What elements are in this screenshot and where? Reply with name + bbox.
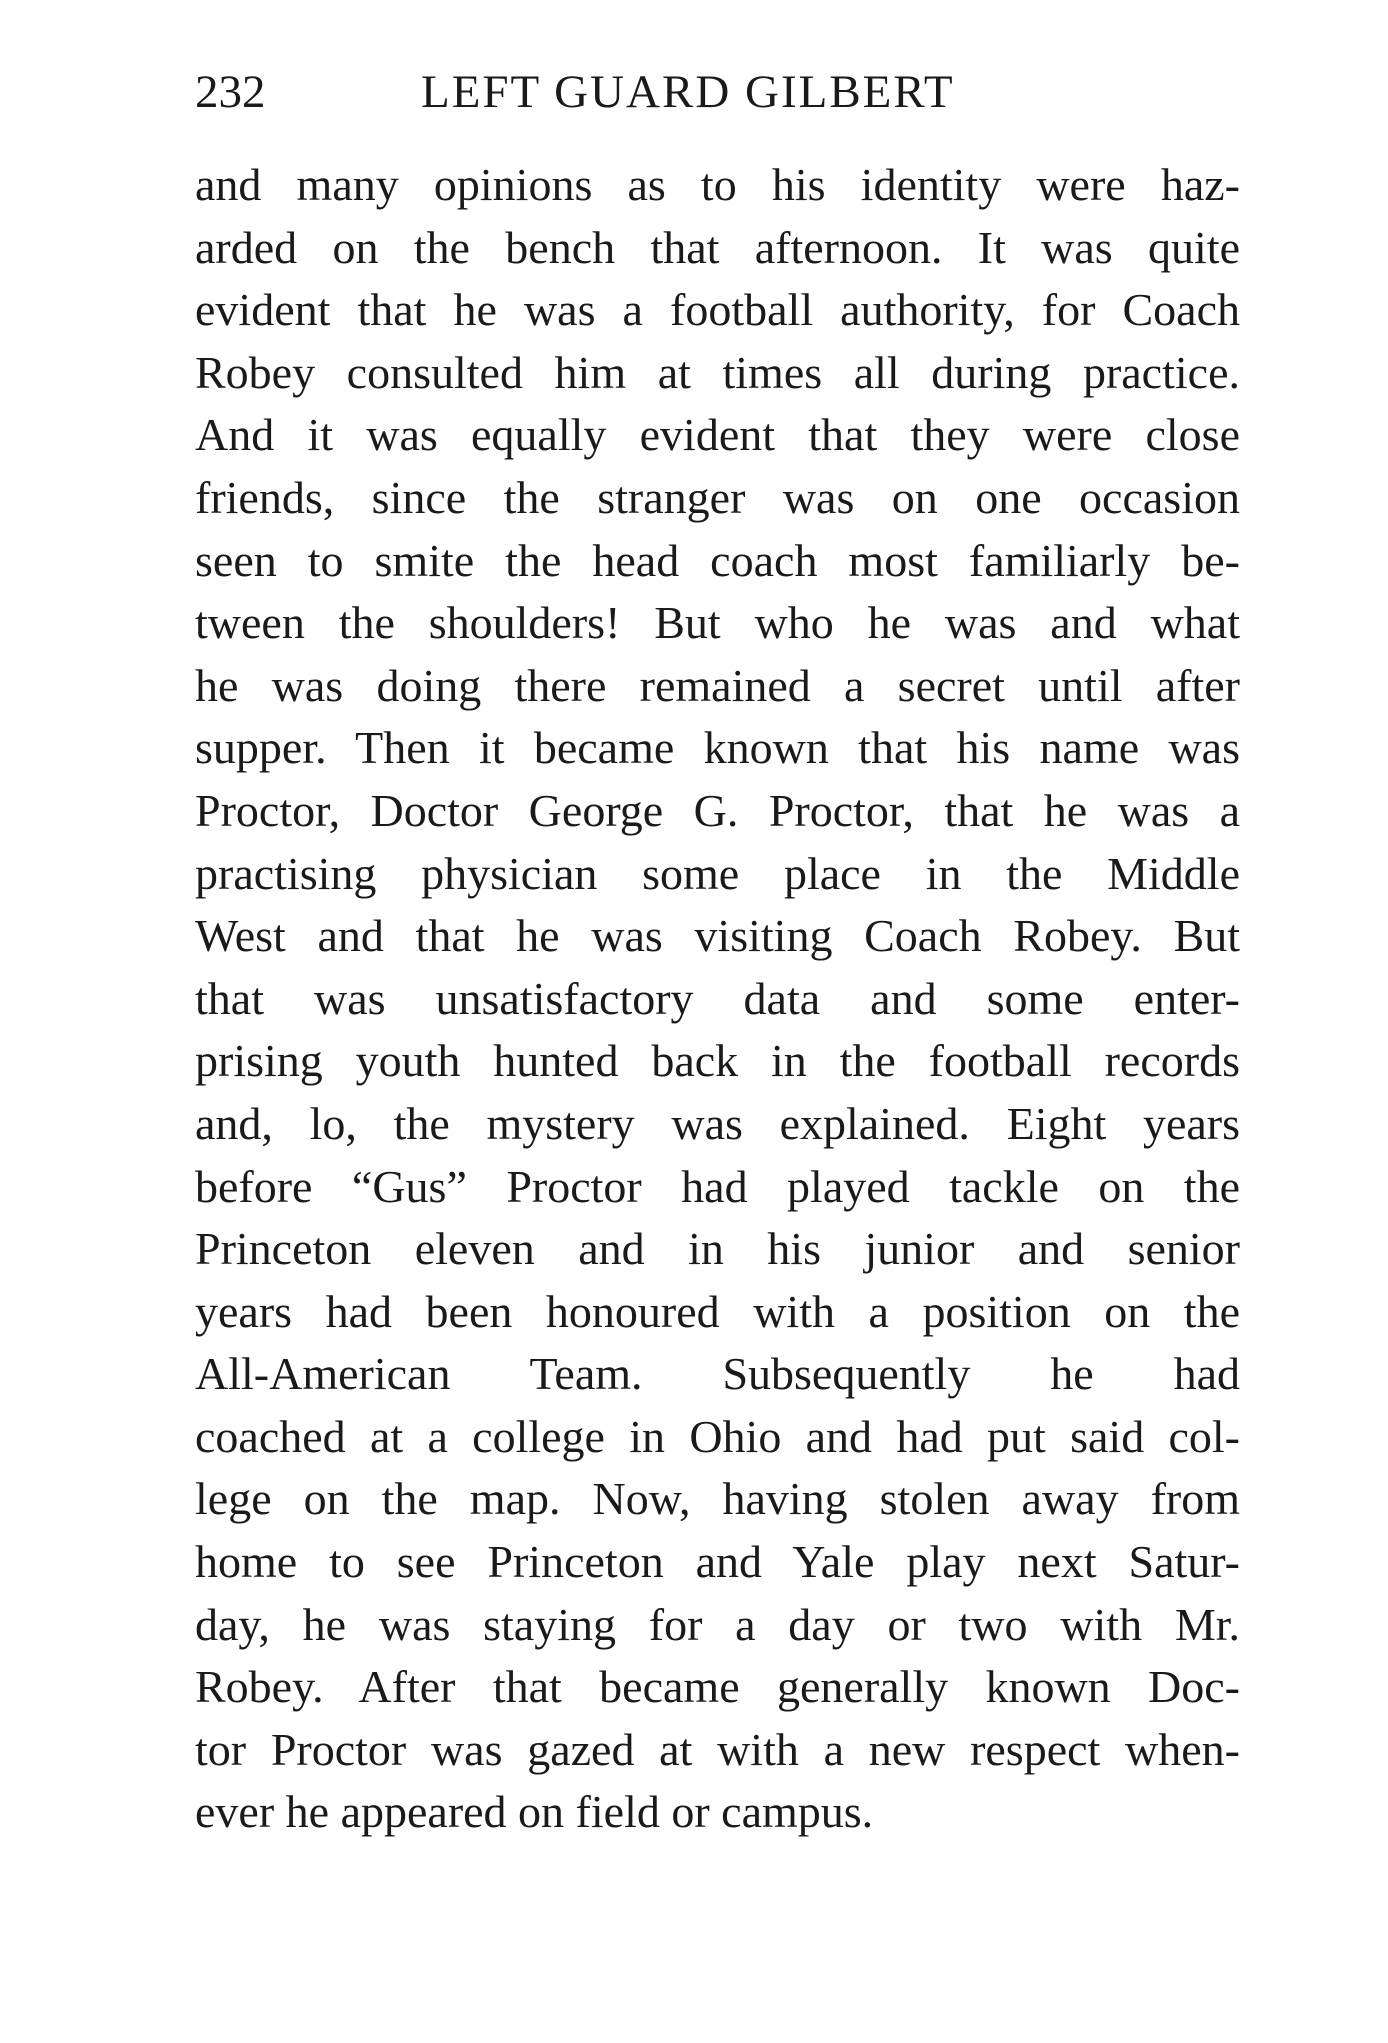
text-line: prising youth hunted back in the football records	[195, 1035, 1240, 1087]
running-head	[195, 62, 1240, 122]
text-line: supper. Then it became known that his name was	[195, 722, 1240, 774]
text-line: before “Gus” Proctor had played tackle on the	[195, 1160, 1240, 1212]
text-line: West and that he was visiting Coach Robey. But	[195, 910, 1240, 962]
text-line: Princeton eleven and in his junior and senior	[195, 1223, 1240, 1275]
text-line: seen to smite the head coach most familiarly be-	[195, 534, 1240, 586]
text-line: and, lo, the mystery was explained. Eight years	[195, 1097, 1240, 1149]
text-line: years had been honoured with a position on the	[195, 1285, 1240, 1337]
text-line: friends, since the stranger was on one occasion	[195, 471, 1240, 523]
text-line: Robey consulted him at times all during practice.	[195, 346, 1240, 398]
text-line: that was unsatisfactory data and some enter-	[195, 972, 1240, 1024]
text-line: he was doing there remained a secret until after	[195, 659, 1240, 711]
text-line: tween the shoulders! But who he was and what	[195, 597, 1240, 649]
text-line: ever he appeared on field or campus.	[195, 1786, 874, 1838]
text-line: arded on the bench that afternoon. It was quite	[195, 221, 1240, 273]
text-line: coached at a college in Ohio and had put said col-	[195, 1410, 1240, 1462]
text-line: home to see Princeton and Yale play next Satur-	[195, 1536, 1240, 1588]
text-line: All-American Team. Subsequently he had	[195, 1348, 1240, 1400]
text-line: and many opinions as to his identity were haz-	[195, 159, 1240, 210]
text-line: tor Proctor was gazed at with a new respect when-	[195, 1723, 1240, 1775]
text-line: And it was equally evident that they were close	[195, 409, 1240, 461]
page-number: 232	[195, 66, 266, 118]
text-line: day, he was staying for a day or two with Mr.	[195, 1598, 1240, 1650]
text-line: evident that he was a football authority, for Coach	[195, 284, 1240, 336]
text-line: Proctor, Doctor George G. Proctor, that he was a	[195, 784, 1240, 836]
text-line: lege on the map. Now, having stolen away from	[195, 1473, 1240, 1525]
text-line: practising physician some place in the Middle	[195, 847, 1240, 899]
running-title: LEFT GUARD GILBERT	[421, 66, 955, 118]
text-line: Robey. After that became generally known Doc-	[195, 1661, 1240, 1713]
body-text	[195, 154, 1240, 1844]
